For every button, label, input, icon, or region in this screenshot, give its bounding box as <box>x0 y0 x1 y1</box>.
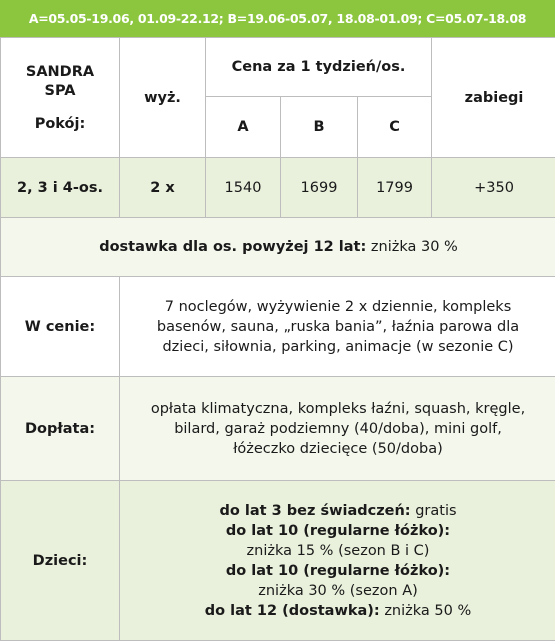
children-age-10-regular-label: do lat 10 (regularne łóżko): <box>120 521 555 541</box>
children-age-12-value: zniżka 50 % <box>384 603 471 619</box>
board-cell: 2 x <box>120 158 206 218</box>
children-age-3-label: do lat 3 bez świadczeń: <box>219 503 410 519</box>
season-b-header: B <box>281 97 358 158</box>
season-a-header: A <box>206 97 281 158</box>
included-line: 7 noclegów, wyżywienie 2 x dziennie, kompleks <box>120 297 555 317</box>
children-age-10-regular-a-value: zniżka 30 % (sezon A) <box>120 581 555 601</box>
price-period-header: Cena za 1 tydzień/os. <box>206 38 432 97</box>
room-type-cell: 2, 3 i 4-os. <box>1 158 120 218</box>
price-b-cell: 1699 <box>281 158 358 218</box>
children-age-10-regular-label-2: do lat 10 (regularne łóżko): <box>120 561 555 581</box>
surcharge-text <box>120 377 555 481</box>
extra-bed-value: zniżka 30 % <box>371 239 458 255</box>
extra-bed-label: dostawka dla os. powyżej 12 lat: <box>99 239 366 255</box>
children-age-10-regular-bc-value: zniżka 15 % (sezon B i C) <box>120 541 555 561</box>
included-label: W cenie: <box>1 277 120 377</box>
hotel-name-line2: SPA <box>1 82 119 101</box>
price-a-cell: 1540 <box>206 158 281 218</box>
season-dates-banner: A=05.05-19.06, 01.09-22.12; B=19.06-05.07, 18.08-01.09; C=05.07-18.08 <box>0 0 555 37</box>
surcharge-line: bilard, garaż podziemny (40/doba), mini golf, <box>120 419 555 439</box>
included-text <box>120 277 555 377</box>
price-c-cell: 1799 <box>358 158 432 218</box>
children-line <box>120 601 555 621</box>
included-line: dzieci, siłownia, parking, animacje (w sezonie C) <box>120 337 555 357</box>
surcharge-line: opłata klimatyczna, kompleks łaźni, squash, kręgle, <box>120 399 555 419</box>
children-age-12-label: do lat 12 (dostawka): <box>205 603 380 619</box>
price-table <box>0 37 555 641</box>
extra-bed-row <box>1 218 555 277</box>
hotel-name-line1: SANDRA <box>1 63 119 82</box>
treatments-price-cell: +350 <box>432 158 555 218</box>
children-age-3-value: gratis <box>415 503 456 519</box>
room-column-label: Pokój: <box>1 116 119 132</box>
treatments-header: zabiegi <box>432 38 555 158</box>
surcharge-label: Dopłata: <box>1 377 120 481</box>
children-text <box>120 481 555 641</box>
children-line <box>120 501 555 521</box>
board-header: wyż. <box>120 38 206 158</box>
surcharge-line: łóżeczko dziecięce (50/doba) <box>120 439 555 459</box>
children-label: Dzieci: <box>1 481 120 641</box>
season-c-header: C <box>358 97 432 158</box>
hotel-header-cell <box>1 38 120 158</box>
included-line: basenów, sauna, „ruska bania”, łaźnia parowa dla <box>120 317 555 337</box>
